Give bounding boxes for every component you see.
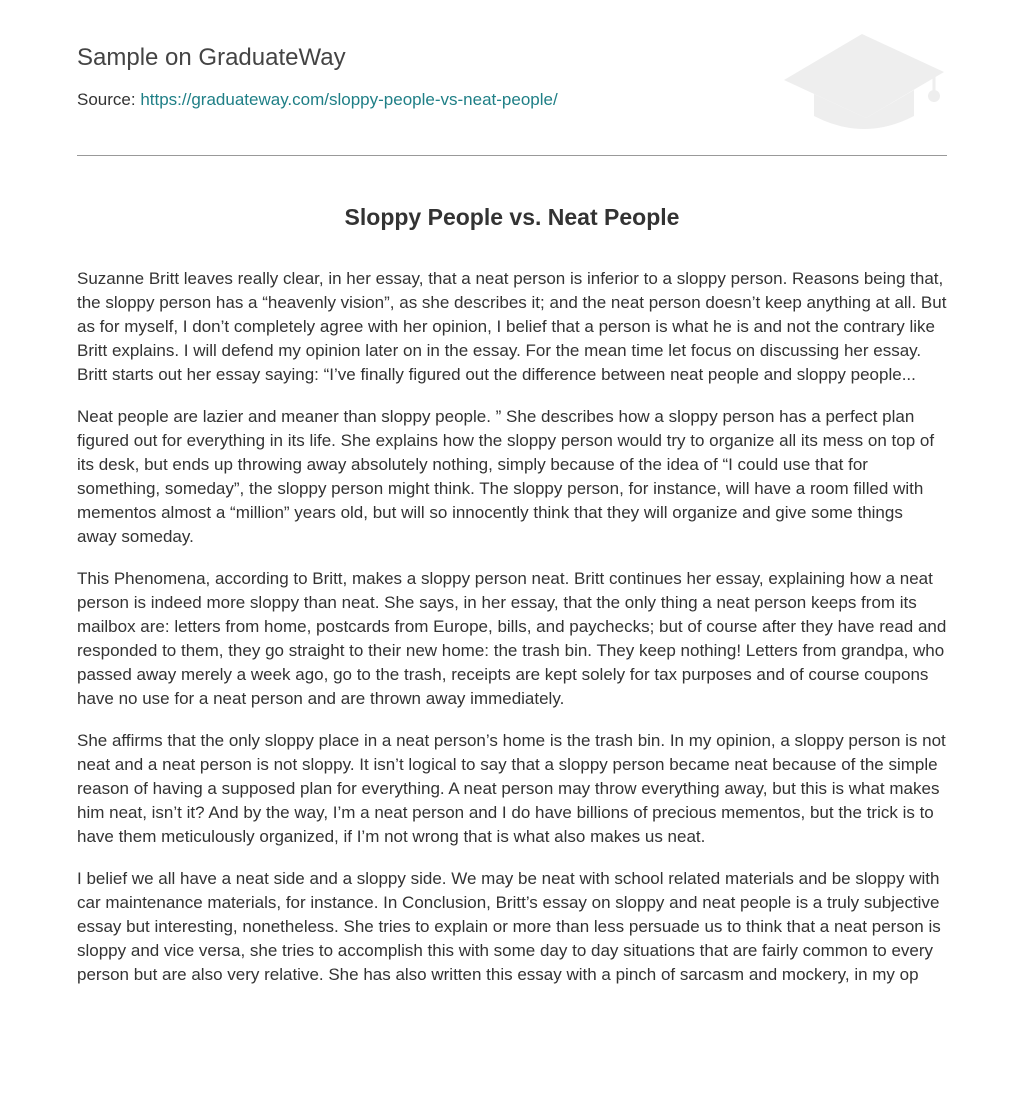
header-divider [77,155,947,156]
article-paragraph: This Phenomena, according to Britt, makes a sloppy person neat. Britt continues her essay, explaining how a neat person is indeed more sloppy than neat. She says, in her essay, that the only thing a neat person keeps from its mailbox are: letters from home, postcards from Europe, bills, and paychecks; but of course after they have read and responded to them, they go straight to their new home: the trash bin. They keep nothing! Letters from grandpa, who passed away merely a week ago, go to the trash, receipts are kept solely for tax purposes and of course coupons have no use for a neat person and are thrown away immediately. [77,569,947,708]
site-title: Sample on GraduateWay [77,44,346,71]
article-body [77,267,947,1005]
source-label: Source: [77,90,136,109]
article-paragraph: I belief we all have a neat side and a sloppy side. We may be neat with school related materials and be sloppy with car maintenance materials, for instance. In Conclusion, Britt’s essay on sloppy and neat people is a truly subjective essay but interesting, nonetheless. She tries to explain or more than less persuade us to think that a neat person is sloppy and vice versa, she tries to accomplish this with some day to day situations that are fairly common to every person but are also very relative. She has also written this essay with a pinch of sarcasm and mockery, in my op [77,869,941,984]
article-paragraph: She affirms that the only sloppy place in a neat person’s home is the trash bin. In my opinion, a sloppy person is not neat and a neat person is not sloppy. It isn’t logical to say that a sloppy person became neat because of the simple reason of having a supposed plan for everything. A neat person may throw everything away, but this is what makes him neat, isn’t it? And by the way, I’m a neat person and I do have billions of precious mementos, but the trick is to have them meticulously organized, if I’m not wrong that is what also makes us neat. [77,731,946,846]
source-line [77,90,558,110]
article-paragraph: Neat people are lazier and meaner than sloppy people. ” She describes how a sloppy person has a perfect plan figured out for everything in its life. She explains how the sloppy person would try to organize all its mess on top of its desk, but ends up throwing away absolutely nothing, simply because of the idea of “I could use that for something, someday”, the sloppy person might think. The sloppy person, for instance, will have a room filled with mementos almost a “million” years old, but will so innocently think that they will organize and give some things away someday. [77,407,935,546]
page-header [77,0,947,156]
graduation-cap-icon [780,30,948,134]
article-paragraph: Suzanne Britt leaves really clear, in her essay, that a neat person is inferior to a sloppy person. Reasons being that, the sloppy person has a “heavenly vision”, as she describes it; and the neat person doesn’t keep anything at all. But as for myself, I don’t completely agree with her opinion, I belief that a person is what he is and not the contrary like Britt explains. I will defend my opinion later on in the essay. For the mean time let focus on discussing her essay. Britt starts out her essay saying: “I’ve finally figured out the difference between neat people and sloppy people... [77,269,947,384]
article-title: Sloppy People vs. Neat People [344,204,680,230]
source-link[interactable]: https://graduateway.com/sloppy-people-vs-neat-people/ [140,90,558,109]
